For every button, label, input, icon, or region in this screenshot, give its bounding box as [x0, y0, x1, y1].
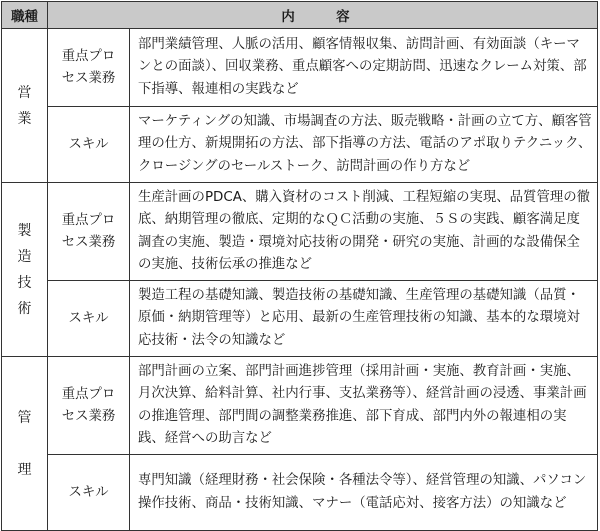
job-char: 営 [17, 84, 32, 101]
table-row [2, 281, 598, 357]
job-content-table [1, 1, 598, 531]
content-cell: 製造工程の基礎知識、製造技術の基礎知識、生産管理の基礎知識（品質・原価・納期管理等）と応用、最新の生産管理技術の知識、基本的な環境対応技術・法令の知識など [130, 281, 598, 357]
type-cell: スキル [48, 281, 130, 357]
type-cell: スキル [48, 107, 130, 183]
type-cell: 重点プロ セス業務 [48, 183, 130, 281]
content-cell: 専門知識（経理財務・社会保険・各種法令等）、経営管理の知識、パソコン操作技術、商品・技術知識、マナー（電話応対、接客方法）の知識など [130, 455, 598, 531]
header-job: 職種 [2, 2, 48, 29]
header-content: 内 容 [48, 2, 598, 29]
job-char: 理 [17, 461, 32, 478]
content-cell: 部門計画の立案、部門計画進捗管理（採用計画・実施、教育計画・実施、月次決算、給料計算、社内行事、支払業務等）、経営計画の浸透、事業計画の推進管理、部門間の調整業務推進、部下育成、部門内外の報連相の実践、経営への助言など [130, 357, 598, 455]
job-char: 業 [17, 110, 32, 127]
job-cell-management [2, 357, 48, 531]
table-row [2, 183, 598, 281]
content-cell: 生産計画のPDCA、購入資材のコスト削減、工程短縮の実現、品質管理の徹底、納期管理の徹底、定期的なＱＣ活動の実施、５Ｓの実践、顧客満足度調査の実施、製造・環境対応技術の開発・研究の実施、計画的な設備保全の実施、技術伝承の推進など [130, 183, 598, 281]
table-row [2, 29, 598, 107]
job-cell-sales [2, 29, 48, 183]
content-cell: マーケティングの知識、市場調査の方法、販売戦略・計画の立て方、顧客管理の仕方、新規開拓の方法、部下指導の方法、電話のアポ取りテクニック、クロージングのセールストーク、訪問計画の作り方など [130, 107, 598, 183]
table-row [2, 107, 598, 183]
job-char: 術 [17, 300, 32, 317]
table-row [2, 357, 598, 455]
type-cell: 重点プロ セス業務 [48, 29, 130, 107]
job-char: 製 [17, 222, 32, 239]
job-char: 管 [17, 409, 32, 426]
job-char: 造 [17, 248, 32, 265]
type-cell: スキル [48, 455, 130, 531]
job-char: 技 [17, 274, 32, 291]
table-header-row [2, 2, 598, 29]
content-cell: 部門業績管理、人脈の活用、顧客情報収集、訪問計画、有効面談（キーマンとの面談）、回収業務、重点顧客への定期訪問、迅速なクレーム対策、部下指導、報連相の実践など [130, 29, 598, 107]
job-cell-manufacturing [2, 183, 48, 357]
type-cell: 重点プロ セス業務 [48, 357, 130, 455]
table-row [2, 455, 598, 531]
